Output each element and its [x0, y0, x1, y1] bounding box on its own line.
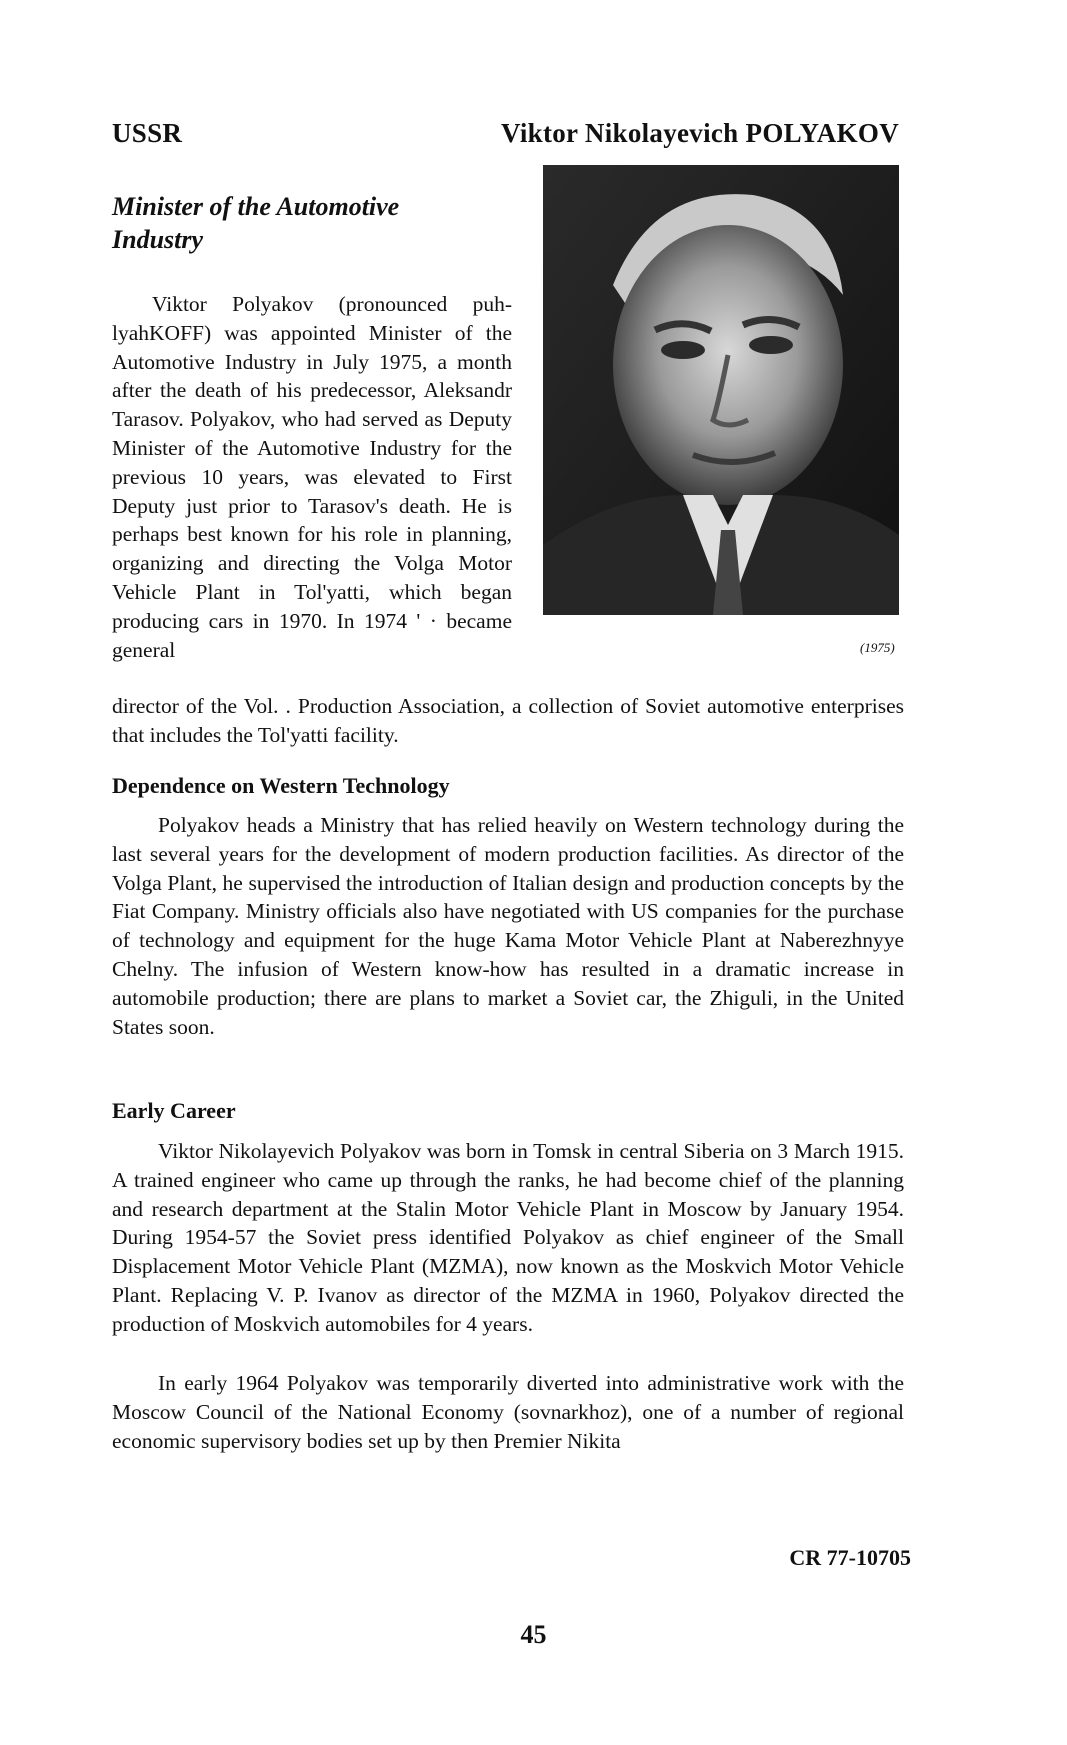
paragraph-early-career-1: Viktor Nikolayevich Polyakov was born in Tomsk in central Siberia on 3 March 1915. A trained engineer who came up through the ranks, he had become chief of the planning and research department at the Stalin Motor Vehicle Plant in Moscow by January 1954. During 1954-57 the Soviet press identified Polyakov as chief engineer of the Small Displacement Motor Vehicle Plant (MZMA), now known as the Moskvich Motor Vehicle Plant. Replacing V. P. Ivanov as director of the MZMA in 1960, Polyakov directed the production of Moskvich automobiles for 4 years.	[112, 1139, 904, 1336]
section-heading-western-technology: Dependence on Western Technology	[112, 773, 450, 798]
subject-title: Minister of the Automotive Industry	[112, 192, 400, 254]
intro-paragraph: Viktor Polyakov (pronounced puh-lyahKOFF) was appointed Minister of the Automotive Industry in July 1975, a month after the death of his predecessor, Aleksandr Tarasov. Polyakov, who had served as Deputy Minister of the Automotive Industry for the previous 10 years, was elevated to First Deputy just prior to Tarasov's death. He is perhaps best known for his role in planning, organizing and directing the Volga Motor Vehicle Plant in Tol'yatti, which began producing cars in 1970. In 1974 ' · became general	[112, 292, 512, 662]
intro-paragraph-continuation: director of the Vol. . Production Association, a collection of Soviet automotive enterprises that includes the Tol'yatti facility.	[112, 694, 904, 747]
section-heading-early-career: Early Career	[112, 1098, 236, 1123]
portrait-photo	[543, 165, 899, 615]
document-id: CR 77-10705	[789, 1545, 911, 1570]
paragraph-early-career-2: In early 1964 Polyakov was temporarily diverted into administrative work with the Moscow Council of the National Economy (sovnarkhoz), one of a number of regional economic supervisory bodies set up by then Premier Nikita	[112, 1371, 904, 1453]
header-country: USSR	[112, 118, 183, 148]
paragraph-western-technology: Polyakov heads a Ministry that has relied heavily on Western technology during the last several years for the development of modern production facilities. As director of the Volga Plant, he supervised the introduction of Italian design and production concepts by the Fiat Company. Ministry officials also have negotiated with US companies for the purchase of technology and equipment for the huge Kama Motor Vehicle Plant at Naberezhnyye Chelny. The infusion of Western know-how has resulted in a dramatic increase in automobile production; there are plans to market a Soviet car, the Zhiguli, in the United States soon.	[112, 813, 904, 1039]
photo-caption: (1975)	[860, 640, 895, 655]
page-number: 45	[520, 1620, 547, 1649]
header-subject-name: Viktor Nikolayevich POLYAKOV	[501, 118, 899, 148]
portrait-photo-icon	[543, 165, 899, 615]
